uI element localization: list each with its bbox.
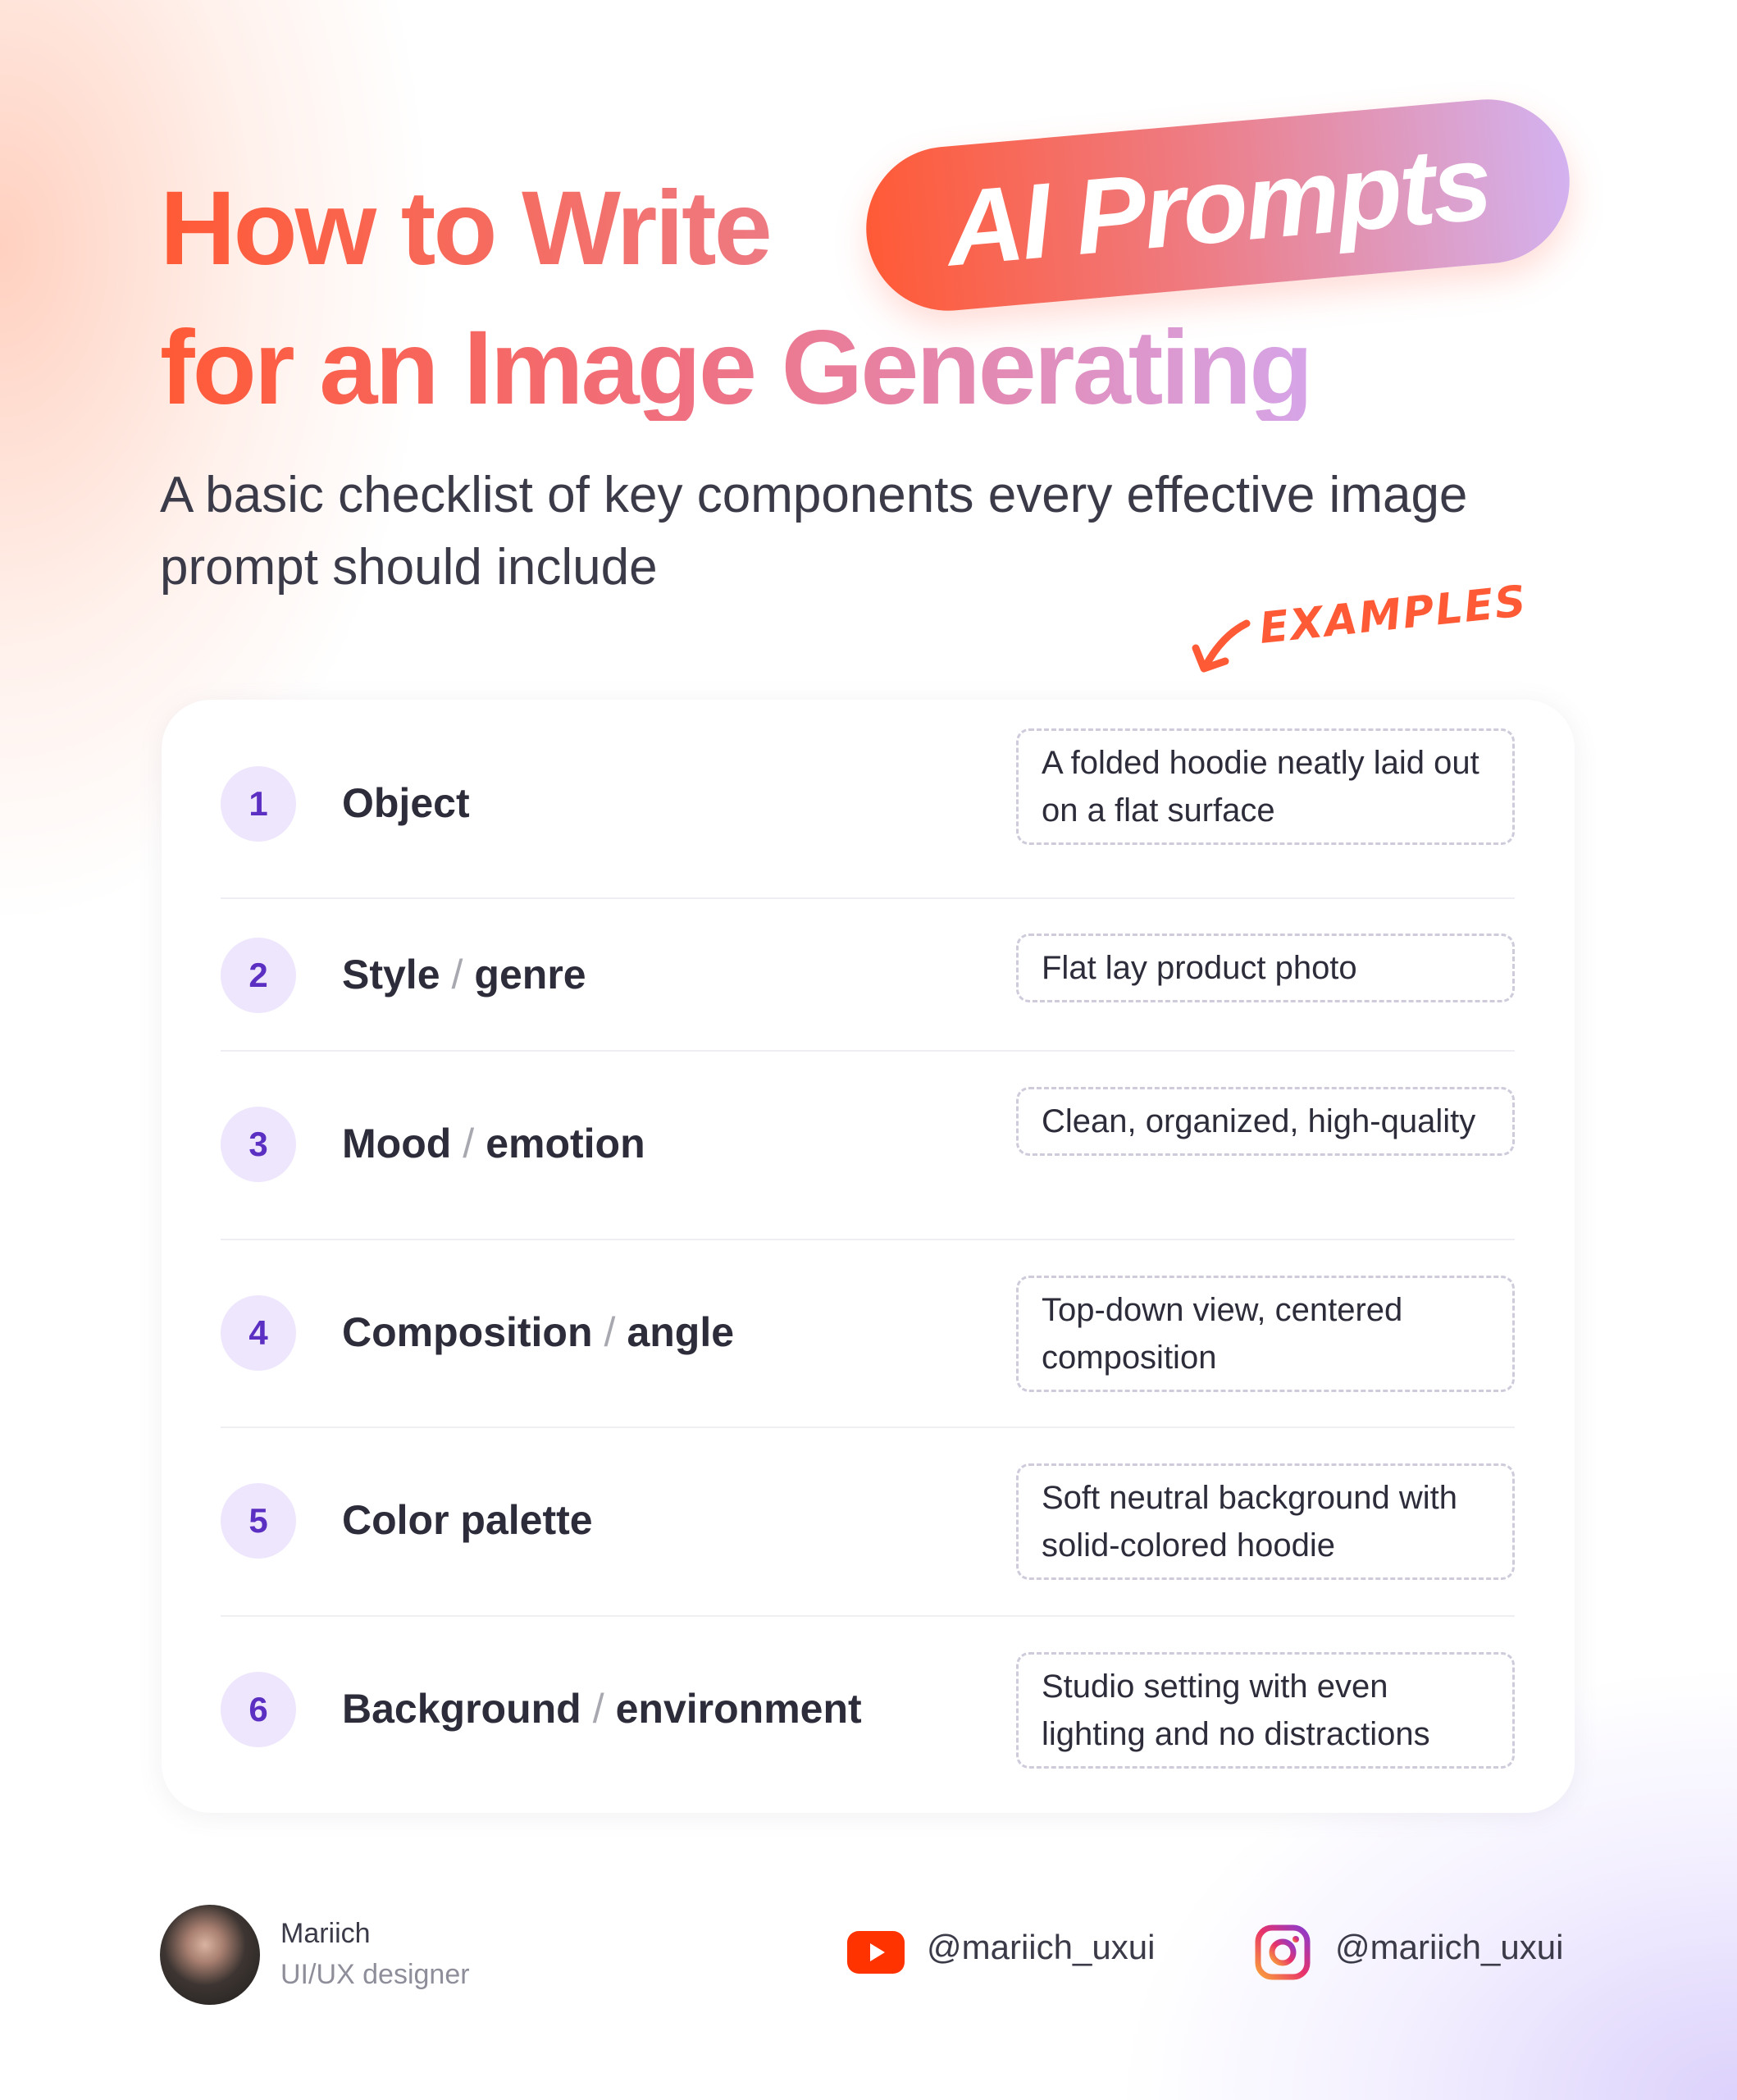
- checklist-row: [221, 1480, 1515, 1564]
- avatar: [160, 1905, 260, 2005]
- example-box: Soft neutral background with solid-colored hoodie: [1016, 1463, 1515, 1580]
- title-highlight-text: AI Prompts: [941, 121, 1494, 289]
- divider: [221, 1239, 1515, 1240]
- number-badge: 3: [221, 1107, 296, 1182]
- divider: [221, 1050, 1515, 1052]
- component-label: Style / genre: [342, 952, 586, 998]
- youtube-handle-link[interactable]: @mariich_uxui: [927, 1928, 1156, 1966]
- example-box: Flat lay product photo: [1016, 934, 1515, 1002]
- examples-annotation: [1189, 574, 1530, 681]
- example-box: Clean, organized, high-quality: [1016, 1087, 1515, 1156]
- component-label: Mood / emotion: [342, 1121, 645, 1166]
- checklist-row: [221, 745, 1515, 847]
- divider: [221, 1427, 1515, 1428]
- instagram-handle-link[interactable]: @mariich_uxui: [1335, 1928, 1564, 1966]
- examples-label: EXAMPLES: [1256, 577, 1530, 654]
- author-role: UI/UX designer: [280, 1959, 470, 1990]
- component-label: Background / environment: [342, 1686, 862, 1732]
- title-highlight-pill: [859, 93, 1576, 317]
- footer: [0, 1895, 1737, 2018]
- divider: [221, 1615, 1515, 1617]
- subtitle: A basic checklist of key components every effective image prompt should include: [160, 467, 1468, 596]
- example-box: Top-down view, centered composition: [1016, 1276, 1515, 1392]
- component-label: Composition / angle: [342, 1309, 735, 1355]
- component-label: Object: [342, 780, 470, 826]
- instagram-icon[interactable]: [1255, 1924, 1311, 1980]
- checklist-row: [221, 1103, 1515, 1182]
- youtube-icon[interactable]: [847, 1931, 905, 1974]
- checklist-row: [221, 1669, 1515, 1752]
- checklist-card: [162, 700, 1575, 1813]
- checklist-row: [221, 1292, 1515, 1376]
- curved-arrow-icon: [1189, 591, 1263, 681]
- number-badge: 6: [221, 1672, 296, 1747]
- example-box: A folded hoodie neatly laid out on a flat surface: [1016, 728, 1515, 845]
- title-line-1: How to Write: [160, 170, 770, 287]
- number-badge: 1: [221, 766, 296, 842]
- number-badge: 5: [221, 1483, 296, 1559]
- component-label: Color palette: [342, 1497, 593, 1543]
- title-line-2: for an Image Generating: [160, 309, 1311, 427]
- number-badge: 4: [221, 1295, 296, 1371]
- divider: [221, 897, 1515, 899]
- author-name: Mariich: [280, 1918, 371, 1949]
- checklist-row: [221, 938, 1515, 1013]
- example-box: Studio setting with even lighting and no distractions: [1016, 1652, 1515, 1769]
- number-badge: 2: [221, 938, 296, 1013]
